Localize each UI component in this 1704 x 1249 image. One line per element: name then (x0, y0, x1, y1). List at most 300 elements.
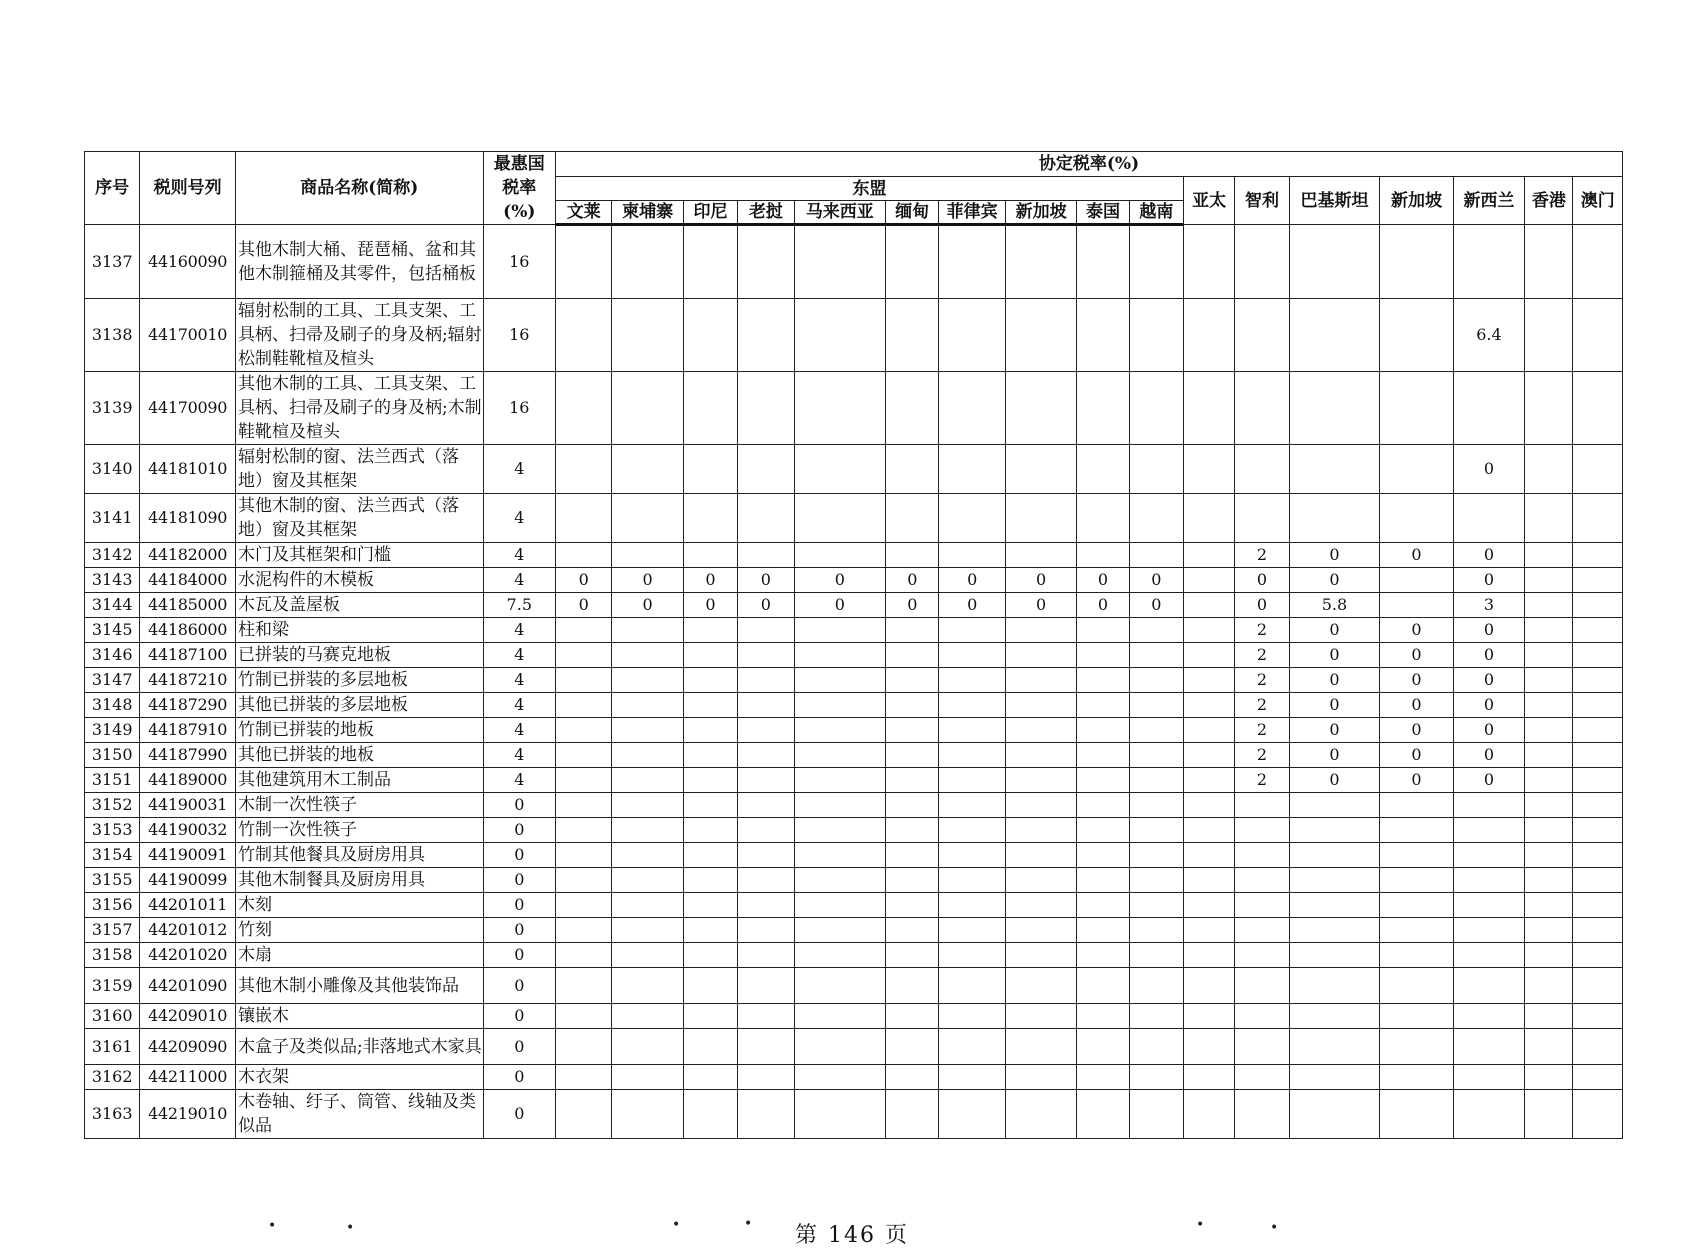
cell-name: 木门及其框架和门槛 (235, 543, 483, 568)
cell-seq: 3153 (85, 818, 140, 843)
cell-agreement-rate (1380, 1029, 1453, 1065)
cell-asean-rate (612, 668, 683, 693)
cell-asean-rate (939, 643, 1005, 668)
cell-asean-rate (886, 968, 939, 1004)
cell-asean-rate (612, 445, 683, 494)
cell-agreement-rate (1289, 968, 1380, 1004)
cell-name: 木盒子及类似品;非落地式木家具 (235, 1029, 483, 1065)
cell-agreement-rate (1184, 618, 1235, 643)
cell-asean-rate (886, 843, 939, 868)
cell-agreement-rate (1525, 1065, 1573, 1090)
cell-agreement-rate (1453, 868, 1524, 893)
cell-mfn: 0 (483, 918, 555, 943)
cell-agreement-rate (1573, 918, 1623, 943)
cell-agreement-rate (1184, 793, 1235, 818)
scan-speck: • (1196, 1217, 1205, 1233)
cell-seq: 3149 (85, 718, 140, 743)
cell-agreement-rate: 0 (1380, 543, 1453, 568)
cell-asean-rate (738, 818, 794, 843)
cell-agreement-rate: 2 (1235, 668, 1289, 693)
cell-asean-rate (738, 1004, 794, 1029)
cell-agreement-rate (1525, 918, 1573, 943)
cell-asean-rate (612, 968, 683, 1004)
cell-asean-rate (1129, 1004, 1183, 1029)
cell-asean-rate (556, 943, 612, 968)
cell-agreement-rate (1453, 793, 1524, 818)
cell-agreement-rate (1235, 225, 1289, 299)
table-row (85, 1090, 1623, 1139)
cell-asean-rate (1129, 818, 1183, 843)
cell-agreement-rate: 0 (1453, 743, 1524, 768)
cell-asean-rate (1005, 818, 1076, 843)
cell-asean-rate (939, 843, 1005, 868)
cell-asean-rate (612, 543, 683, 568)
table-row (85, 668, 1623, 693)
cell-agreement-rate (1380, 225, 1453, 299)
cell-code: 44201012 (140, 918, 236, 943)
cell-asean-rate (683, 893, 737, 918)
cell-seq: 3158 (85, 943, 140, 968)
cell-asean-rate (556, 643, 612, 668)
cell-agreement-rate (1184, 1065, 1235, 1090)
cell-asean-rate (886, 225, 939, 299)
cell-asean-rate (939, 743, 1005, 768)
cell-agreement-rate (1289, 225, 1380, 299)
cell-asean-rate (1005, 1029, 1076, 1065)
cell-seq: 3157 (85, 918, 140, 943)
cell-asean-rate: 0 (683, 568, 737, 593)
cell-asean-rate (612, 225, 683, 299)
cell-code: 44187210 (140, 668, 236, 693)
cell-asean-rate (556, 1004, 612, 1029)
cell-agreement-rate (1525, 718, 1573, 743)
table-row (85, 299, 1623, 372)
header-country: 亚太 (1184, 177, 1235, 225)
cell-agreement-rate (1380, 1004, 1453, 1029)
cell-agreement-rate: 0 (1380, 668, 1453, 693)
header-asean-member: 泰国 (1077, 201, 1129, 225)
table-row (85, 643, 1623, 668)
cell-asean-rate (738, 1065, 794, 1090)
cell-name: 其他建筑用木工制品 (235, 768, 483, 793)
cell-asean-rate (939, 868, 1005, 893)
cell-code: 44190032 (140, 818, 236, 843)
cell-asean-rate (683, 1090, 737, 1139)
table-row (85, 225, 1623, 299)
cell-agreement-rate (1573, 868, 1623, 893)
cell-asean-rate (794, 943, 886, 968)
cell-agreement-rate (1573, 843, 1623, 868)
cell-asean-rate (794, 543, 886, 568)
header-agreement: 协定税率(%) (556, 152, 1623, 177)
cell-asean-rate (1129, 743, 1183, 768)
cell-mfn: 0 (483, 1090, 555, 1139)
cell-agreement-rate (1573, 943, 1623, 968)
cell-agreement-rate (1380, 593, 1453, 618)
cell-code: 44182000 (140, 543, 236, 568)
cell-agreement-rate (1380, 843, 1453, 868)
cell-asean-rate (1005, 768, 1076, 793)
cell-agreement-rate (1573, 643, 1623, 668)
cell-name: 辐射松制的工具、工具支架、工具柄、扫帚及刷子的身及柄;辐射松制鞋靴楦及楦头 (235, 299, 483, 372)
cell-asean-rate (556, 743, 612, 768)
table-row (85, 543, 1623, 568)
cell-seq: 3145 (85, 618, 140, 643)
cell-asean-rate (794, 918, 886, 943)
cell-agreement-rate: 2 (1235, 643, 1289, 668)
cell-agreement-rate (1289, 1004, 1380, 1029)
table-row (85, 918, 1623, 943)
cell-asean-rate: 0 (738, 568, 794, 593)
cell-agreement-rate (1235, 843, 1289, 868)
cell-mfn: 4 (483, 768, 555, 793)
header-asean-member: 缅甸 (886, 201, 939, 225)
cell-name: 水泥构件的木模板 (235, 568, 483, 593)
cell-agreement-rate (1453, 843, 1524, 868)
cell-asean-rate: 0 (886, 568, 939, 593)
cell-asean-rate (556, 1029, 612, 1065)
cell-agreement-rate: 0 (1453, 618, 1524, 643)
cell-agreement-rate (1525, 768, 1573, 793)
cell-asean-rate (683, 445, 737, 494)
cell-asean-rate (738, 494, 794, 543)
cell-agreement-rate (1235, 893, 1289, 918)
cell-code: 44184000 (140, 568, 236, 593)
cell-asean-rate (738, 943, 794, 968)
cell-asean-rate (1005, 1065, 1076, 1090)
table-row (85, 893, 1623, 918)
cell-asean-rate (556, 868, 612, 893)
cell-asean-rate (683, 718, 737, 743)
cell-asean-rate (1077, 818, 1129, 843)
cell-asean-rate (1129, 1090, 1183, 1139)
cell-asean-rate (1005, 843, 1076, 868)
cell-agreement-rate (1573, 593, 1623, 618)
cell-asean-rate (886, 643, 939, 668)
cell-asean-rate (794, 768, 886, 793)
cell-agreement-rate (1525, 494, 1573, 543)
cell-asean-rate (1129, 968, 1183, 1004)
cell-seq: 3146 (85, 643, 140, 668)
cell-asean-rate (612, 893, 683, 918)
cell-asean-rate (612, 793, 683, 818)
cell-asean-rate (939, 225, 1005, 299)
cell-agreement-rate (1525, 568, 1573, 593)
cell-agreement-rate (1453, 968, 1524, 1004)
cell-asean-rate: 0 (939, 568, 1005, 593)
cell-code: 44190031 (140, 793, 236, 818)
cell-asean-rate (886, 768, 939, 793)
cell-code: 44181090 (140, 494, 236, 543)
cell-asean-rate (1129, 299, 1183, 372)
cell-asean-rate (1129, 668, 1183, 693)
cell-agreement-rate (1525, 1004, 1573, 1029)
scan-speck: • (744, 1216, 753, 1232)
cell-asean-rate (1077, 543, 1129, 568)
cell-agreement-rate (1525, 893, 1573, 918)
cell-agreement-rate (1573, 743, 1623, 768)
cell-name: 竹制其他餐具及厨房用具 (235, 843, 483, 868)
cell-seq: 3139 (85, 372, 140, 445)
header-country: 新加坡 (1380, 177, 1453, 225)
table-row (85, 445, 1623, 494)
cell-asean-rate (1129, 543, 1183, 568)
cell-asean-rate (683, 918, 737, 943)
table-row (85, 843, 1623, 868)
cell-agreement-rate: 0 (1453, 543, 1524, 568)
cell-agreement-rate (1235, 299, 1289, 372)
cell-agreement-rate: 0 (1380, 618, 1453, 643)
cell-seq: 3155 (85, 868, 140, 893)
cell-agreement-rate (1380, 943, 1453, 968)
cell-asean-rate (683, 643, 737, 668)
cell-asean-rate (886, 818, 939, 843)
cell-agreement-rate: 3 (1453, 593, 1524, 618)
cell-asean-rate (1005, 543, 1076, 568)
cell-agreement-rate (1289, 1065, 1380, 1090)
cell-asean-rate (1005, 693, 1076, 718)
cell-agreement-rate (1184, 668, 1235, 693)
cell-agreement-rate (1453, 1065, 1524, 1090)
cell-agreement-rate (1184, 568, 1235, 593)
header-asean-member: 印尼 (683, 201, 737, 225)
table-row (85, 494, 1623, 543)
cell-asean-rate (612, 494, 683, 543)
cell-asean-rate (1077, 668, 1129, 693)
cell-agreement-rate (1289, 494, 1380, 543)
cell-agreement-rate (1573, 543, 1623, 568)
cell-asean-rate (556, 543, 612, 568)
cell-asean-rate (683, 868, 737, 893)
cell-asean-rate (1005, 943, 1076, 968)
cell-agreement-rate (1289, 372, 1380, 445)
cell-agreement-rate (1573, 793, 1623, 818)
cell-asean-rate (556, 793, 612, 818)
cell-agreement-rate: 0 (1453, 445, 1524, 494)
cell-asean-rate (738, 743, 794, 768)
scan-speck: • (672, 1217, 681, 1233)
cell-agreement-rate (1235, 445, 1289, 494)
cell-mfn: 4 (483, 445, 555, 494)
header-asean-member: 越南 (1129, 201, 1183, 225)
header-asean-member: 新加坡 (1005, 201, 1076, 225)
cell-asean-rate (612, 693, 683, 718)
cell-code: 44170090 (140, 372, 236, 445)
cell-agreement-rate (1184, 643, 1235, 668)
cell-code: 44185000 (140, 593, 236, 618)
cell-code: 44211000 (140, 1065, 236, 1090)
cell-mfn: 4 (483, 543, 555, 568)
cell-name: 已拼装的马赛克地板 (235, 643, 483, 668)
scan-speck: • (1270, 1220, 1279, 1236)
cell-agreement-rate (1453, 918, 1524, 943)
cell-agreement-rate (1184, 593, 1235, 618)
cell-agreement-rate (1453, 943, 1524, 968)
cell-asean-rate (939, 943, 1005, 968)
cell-asean-rate (1129, 445, 1183, 494)
cell-asean-rate (794, 843, 886, 868)
cell-agreement-rate (1235, 1065, 1289, 1090)
cell-agreement-rate (1380, 1090, 1453, 1139)
cell-asean-rate (738, 918, 794, 943)
cell-asean-rate (1077, 868, 1129, 893)
cell-agreement-rate (1573, 618, 1623, 643)
table-row (85, 693, 1623, 718)
cell-asean-rate (939, 918, 1005, 943)
cell-asean-rate (794, 494, 886, 543)
table-row (85, 1065, 1623, 1090)
cell-name: 竹制已拼装的地板 (235, 718, 483, 743)
cell-asean-rate (939, 1004, 1005, 1029)
cell-name: 竹制已拼装的多层地板 (235, 668, 483, 693)
cell-asean-rate (612, 818, 683, 843)
cell-asean-rate (1005, 868, 1076, 893)
cell-asean-rate (683, 793, 737, 818)
table-row (85, 743, 1623, 768)
header-country: 香港 (1525, 177, 1573, 225)
cell-asean-rate (556, 445, 612, 494)
cell-asean-rate (683, 668, 737, 693)
cell-agreement-rate (1184, 868, 1235, 893)
cell-asean-rate (683, 618, 737, 643)
header-mfn: 最惠国税率(%) (483, 152, 555, 225)
tariff-table (84, 151, 1623, 1139)
cell-asean-rate (1129, 843, 1183, 868)
cell-seq: 3141 (85, 494, 140, 543)
cell-asean-rate (738, 1090, 794, 1139)
cell-asean-rate (1129, 372, 1183, 445)
cell-agreement-rate (1235, 818, 1289, 843)
cell-mfn: 0 (483, 893, 555, 918)
table-row (85, 593, 1623, 618)
cell-agreement-rate (1235, 968, 1289, 1004)
cell-asean-rate: 0 (939, 593, 1005, 618)
cell-asean-rate (1129, 893, 1183, 918)
cell-asean-rate (1077, 1004, 1129, 1029)
cell-asean-rate (1077, 693, 1129, 718)
cell-agreement-rate (1184, 718, 1235, 743)
cell-agreement-rate (1184, 843, 1235, 868)
cell-asean-rate (738, 693, 794, 718)
cell-asean-rate (1077, 225, 1129, 299)
cell-asean-rate (1077, 1065, 1129, 1090)
cell-agreement-rate (1380, 918, 1453, 943)
header-name: 商品名称(简称) (235, 152, 483, 225)
cell-asean-rate (683, 543, 737, 568)
cell-agreement-rate: 0 (1380, 768, 1453, 793)
cell-mfn: 4 (483, 494, 555, 543)
cell-agreement-rate (1573, 299, 1623, 372)
cell-asean-rate (794, 445, 886, 494)
cell-asean-rate (794, 818, 886, 843)
cell-asean-rate (612, 299, 683, 372)
cell-asean-rate (939, 1090, 1005, 1139)
cell-agreement-rate (1525, 843, 1573, 868)
cell-asean-rate: 0 (738, 593, 794, 618)
cell-seq: 3154 (85, 843, 140, 868)
cell-agreement-rate (1525, 793, 1573, 818)
cell-agreement-rate (1380, 494, 1453, 543)
cell-asean-rate (886, 1090, 939, 1139)
cell-asean-rate: 0 (683, 593, 737, 618)
cell-asean-rate (683, 299, 737, 372)
cell-name: 木制一次性筷子 (235, 793, 483, 818)
cell-asean-rate (612, 943, 683, 968)
cell-asean-rate (794, 693, 886, 718)
cell-mfn: 0 (483, 943, 555, 968)
cell-asean-rate (612, 618, 683, 643)
cell-agreement-rate (1573, 1065, 1623, 1090)
cell-asean-rate (683, 1004, 737, 1029)
cell-asean-rate (886, 943, 939, 968)
cell-agreement-rate (1380, 372, 1453, 445)
cell-asean-rate (794, 1004, 886, 1029)
cell-agreement-rate (1184, 1004, 1235, 1029)
cell-name: 辐射松制的窗、法兰西式（落地）窗及其框架 (235, 445, 483, 494)
cell-asean-rate (683, 818, 737, 843)
header-code: 税则号列 (140, 152, 236, 225)
cell-code: 44187990 (140, 743, 236, 768)
cell-agreement-rate: 0 (1380, 743, 1453, 768)
cell-agreement-rate (1184, 494, 1235, 543)
cell-asean-rate (738, 718, 794, 743)
cell-agreement-rate (1525, 743, 1573, 768)
cell-agreement-rate (1235, 1090, 1289, 1139)
cell-mfn: 16 (483, 299, 555, 372)
cell-agreement-rate: 2 (1235, 543, 1289, 568)
table-body (85, 225, 1623, 1139)
cell-asean-rate (1077, 445, 1129, 494)
cell-seq: 3163 (85, 1090, 140, 1139)
cell-agreement-rate (1289, 1029, 1380, 1065)
cell-code: 44187290 (140, 693, 236, 718)
cell-code: 44190091 (140, 843, 236, 868)
cell-asean-rate (939, 543, 1005, 568)
cell-asean-rate: 0 (612, 568, 683, 593)
cell-asean-rate (794, 643, 886, 668)
cell-seq: 3156 (85, 893, 140, 918)
cell-agreement-rate (1525, 225, 1573, 299)
cell-agreement-rate (1453, 494, 1524, 543)
cell-code: 44187100 (140, 643, 236, 668)
cell-asean-rate (1077, 918, 1129, 943)
page-number: 第 146 页 (795, 1223, 909, 1248)
cell-asean-rate (1077, 643, 1129, 668)
cell-agreement-rate (1289, 793, 1380, 818)
cell-code: 44201011 (140, 893, 236, 918)
cell-agreement-rate (1235, 793, 1289, 818)
cell-seq: 3151 (85, 768, 140, 793)
cell-code: 44201090 (140, 968, 236, 1004)
cell-agreement-rate (1573, 1090, 1623, 1139)
cell-asean-rate (556, 372, 612, 445)
cell-agreement-rate: 2 (1235, 693, 1289, 718)
cell-asean-rate (886, 793, 939, 818)
cell-name: 其他木制大桶、琵琶桶、盆和其他木制箍桶及其零件，包括桶板 (235, 225, 483, 299)
cell-name: 木衣架 (235, 1065, 483, 1090)
cell-code: 44181010 (140, 445, 236, 494)
cell-agreement-rate: 2 (1235, 743, 1289, 768)
cell-agreement-rate (1573, 445, 1623, 494)
cell-agreement-rate (1525, 1090, 1573, 1139)
cell-asean-rate (683, 943, 737, 968)
cell-asean-rate (886, 494, 939, 543)
cell-asean-rate (556, 843, 612, 868)
cell-agreement-rate (1289, 843, 1380, 868)
cell-agreement-rate (1380, 1065, 1453, 1090)
cell-code: 44187910 (140, 718, 236, 743)
cell-agreement-rate (1184, 893, 1235, 918)
